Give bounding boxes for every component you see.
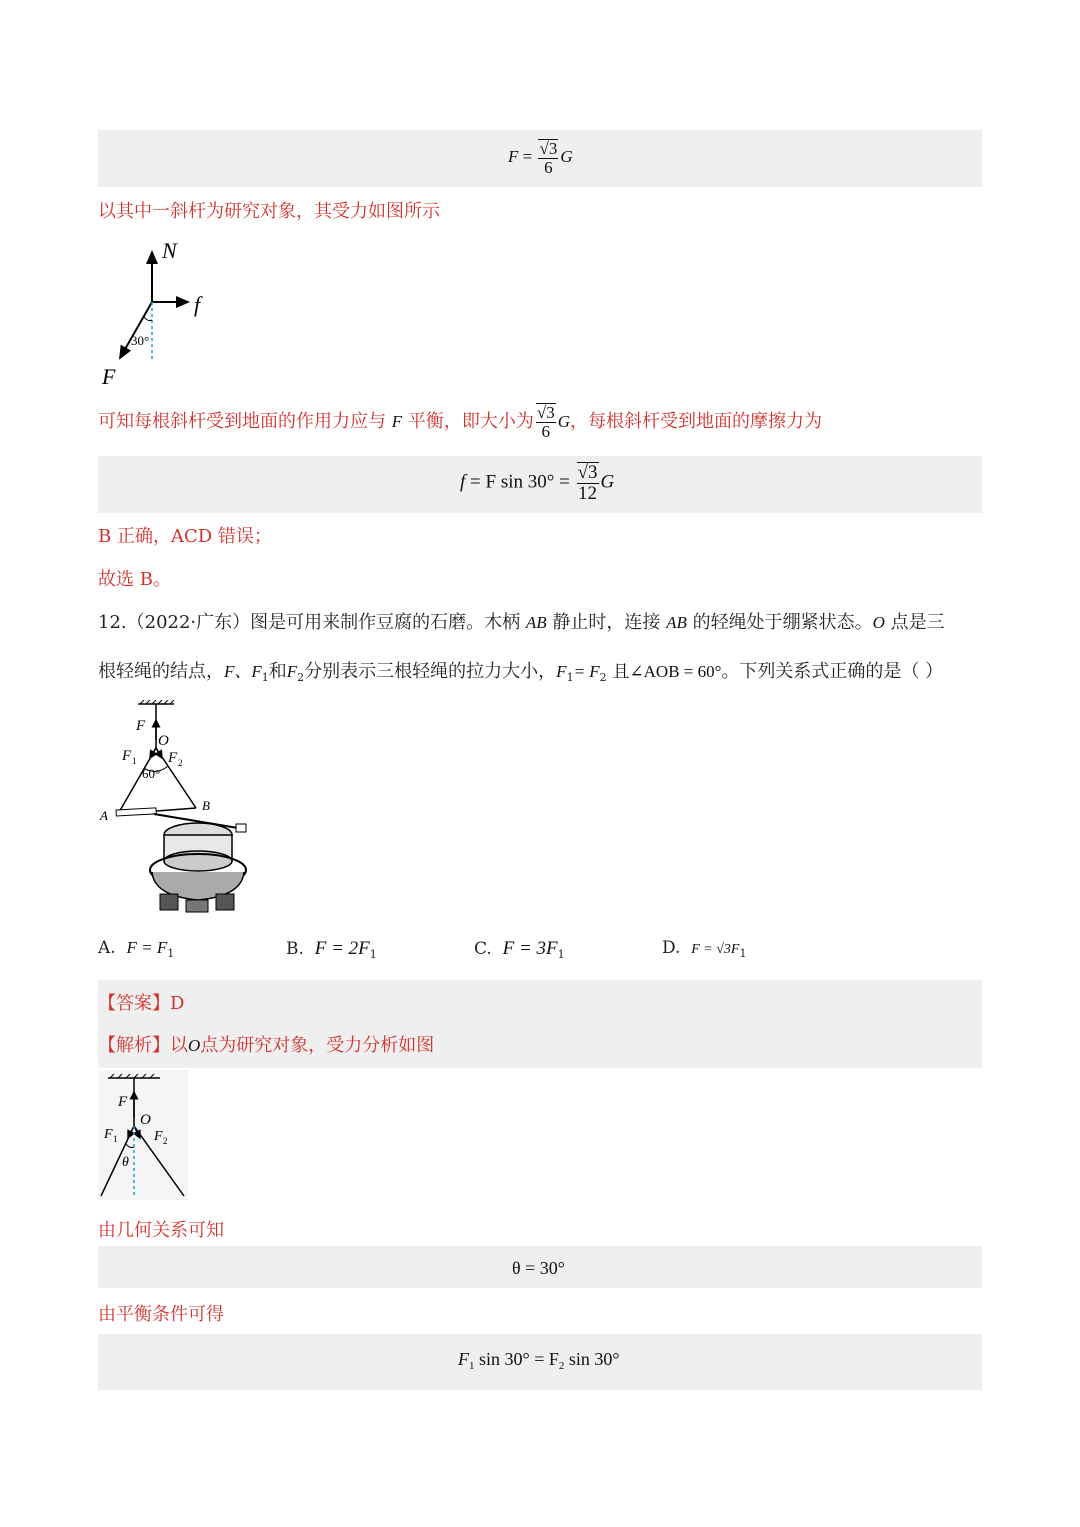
equation-1: F = $\frac{√3}{6}$ G xyxy=(508,139,573,177)
equation-3: θ = 30° xyxy=(512,1258,565,1278)
svg-text:1: 1 xyxy=(113,1134,118,1144)
text-geometry: 由几何关系可知 xyxy=(98,1220,224,1241)
svg-text:F: F xyxy=(104,1127,113,1142)
question-line-1: 12.（2022·广东）图是可用来制作豆腐的石磨。木柄 AB 静止时，连接 AB 的轻绳处于绷紧状态。O 点是三 xyxy=(98,612,945,633)
force-diagram-rod xyxy=(98,238,228,393)
svg-text:F: F xyxy=(168,750,178,766)
answer-line: 【答案】D xyxy=(98,993,185,1014)
label-30deg: 30° xyxy=(131,333,150,348)
question-line-2: 根轻绳的结点，F、$F_1$和$F_2$分别表示三根轻绳的拉力大小，$F_1= F_2$ 且∠AOB = 60°。下列关系式正确的是（ ） xyxy=(98,661,944,684)
label-N: N xyxy=(162,238,177,263)
option-b[interactable]: B. $F = 2F_1$ xyxy=(286,938,377,961)
svg-text:A: A xyxy=(100,808,108,823)
option-c[interactable]: C. $F = 3F_1$ xyxy=(474,938,565,961)
svg-text:O: O xyxy=(158,733,169,749)
arrow-F xyxy=(120,302,152,358)
equation-2: f = F sin 30° = $\frac{√3}{12}$ G xyxy=(460,462,615,504)
svg-text:O: O xyxy=(140,1112,151,1128)
svg-text:θ: θ xyxy=(122,1155,129,1170)
analysis-line: 【解析】以O点为研究对象，受力分析如图 xyxy=(98,1035,435,1056)
svg-text:F: F xyxy=(118,1094,128,1110)
svg-text:60°: 60° xyxy=(142,766,161,781)
svg-text:F: F xyxy=(154,1129,163,1144)
svg-text:2: 2 xyxy=(178,758,183,768)
label-F: F xyxy=(102,364,116,389)
force-diagram-knot xyxy=(98,1070,188,1200)
option-d[interactable]: D. $F = √3F_1$ xyxy=(662,938,747,960)
label-f: f xyxy=(194,292,201,317)
stone-mill-figure xyxy=(98,700,258,920)
svg-text:F: F xyxy=(122,748,132,764)
svg-text:2: 2 xyxy=(163,1136,168,1146)
svg-text:1: 1 xyxy=(132,756,137,766)
svg-text:F: F xyxy=(136,718,146,734)
text-each-rod: 可知每根斜杆受到地面的作用力应与 F 平衡，即大小为 $\frac{√3}{6}$ G，每根斜杆受到地面的摩擦力为 xyxy=(98,403,822,441)
svg-text:B: B xyxy=(202,798,210,813)
text-choose-b: 故选 B。 xyxy=(98,569,171,590)
text-b-correct: B 正确，ACD 错误； xyxy=(98,526,272,547)
option-a[interactable]: A. $F = F_1$ xyxy=(98,938,175,960)
equation-4: $F_1$ $\sin 30^\circ = F_2$ sin 30° xyxy=(458,1349,620,1372)
text-balance: 由平衡条件可得 xyxy=(98,1304,224,1325)
text-study-rod: 以其中一斜杆为研究对象，其受力如图所示 xyxy=(98,201,440,222)
